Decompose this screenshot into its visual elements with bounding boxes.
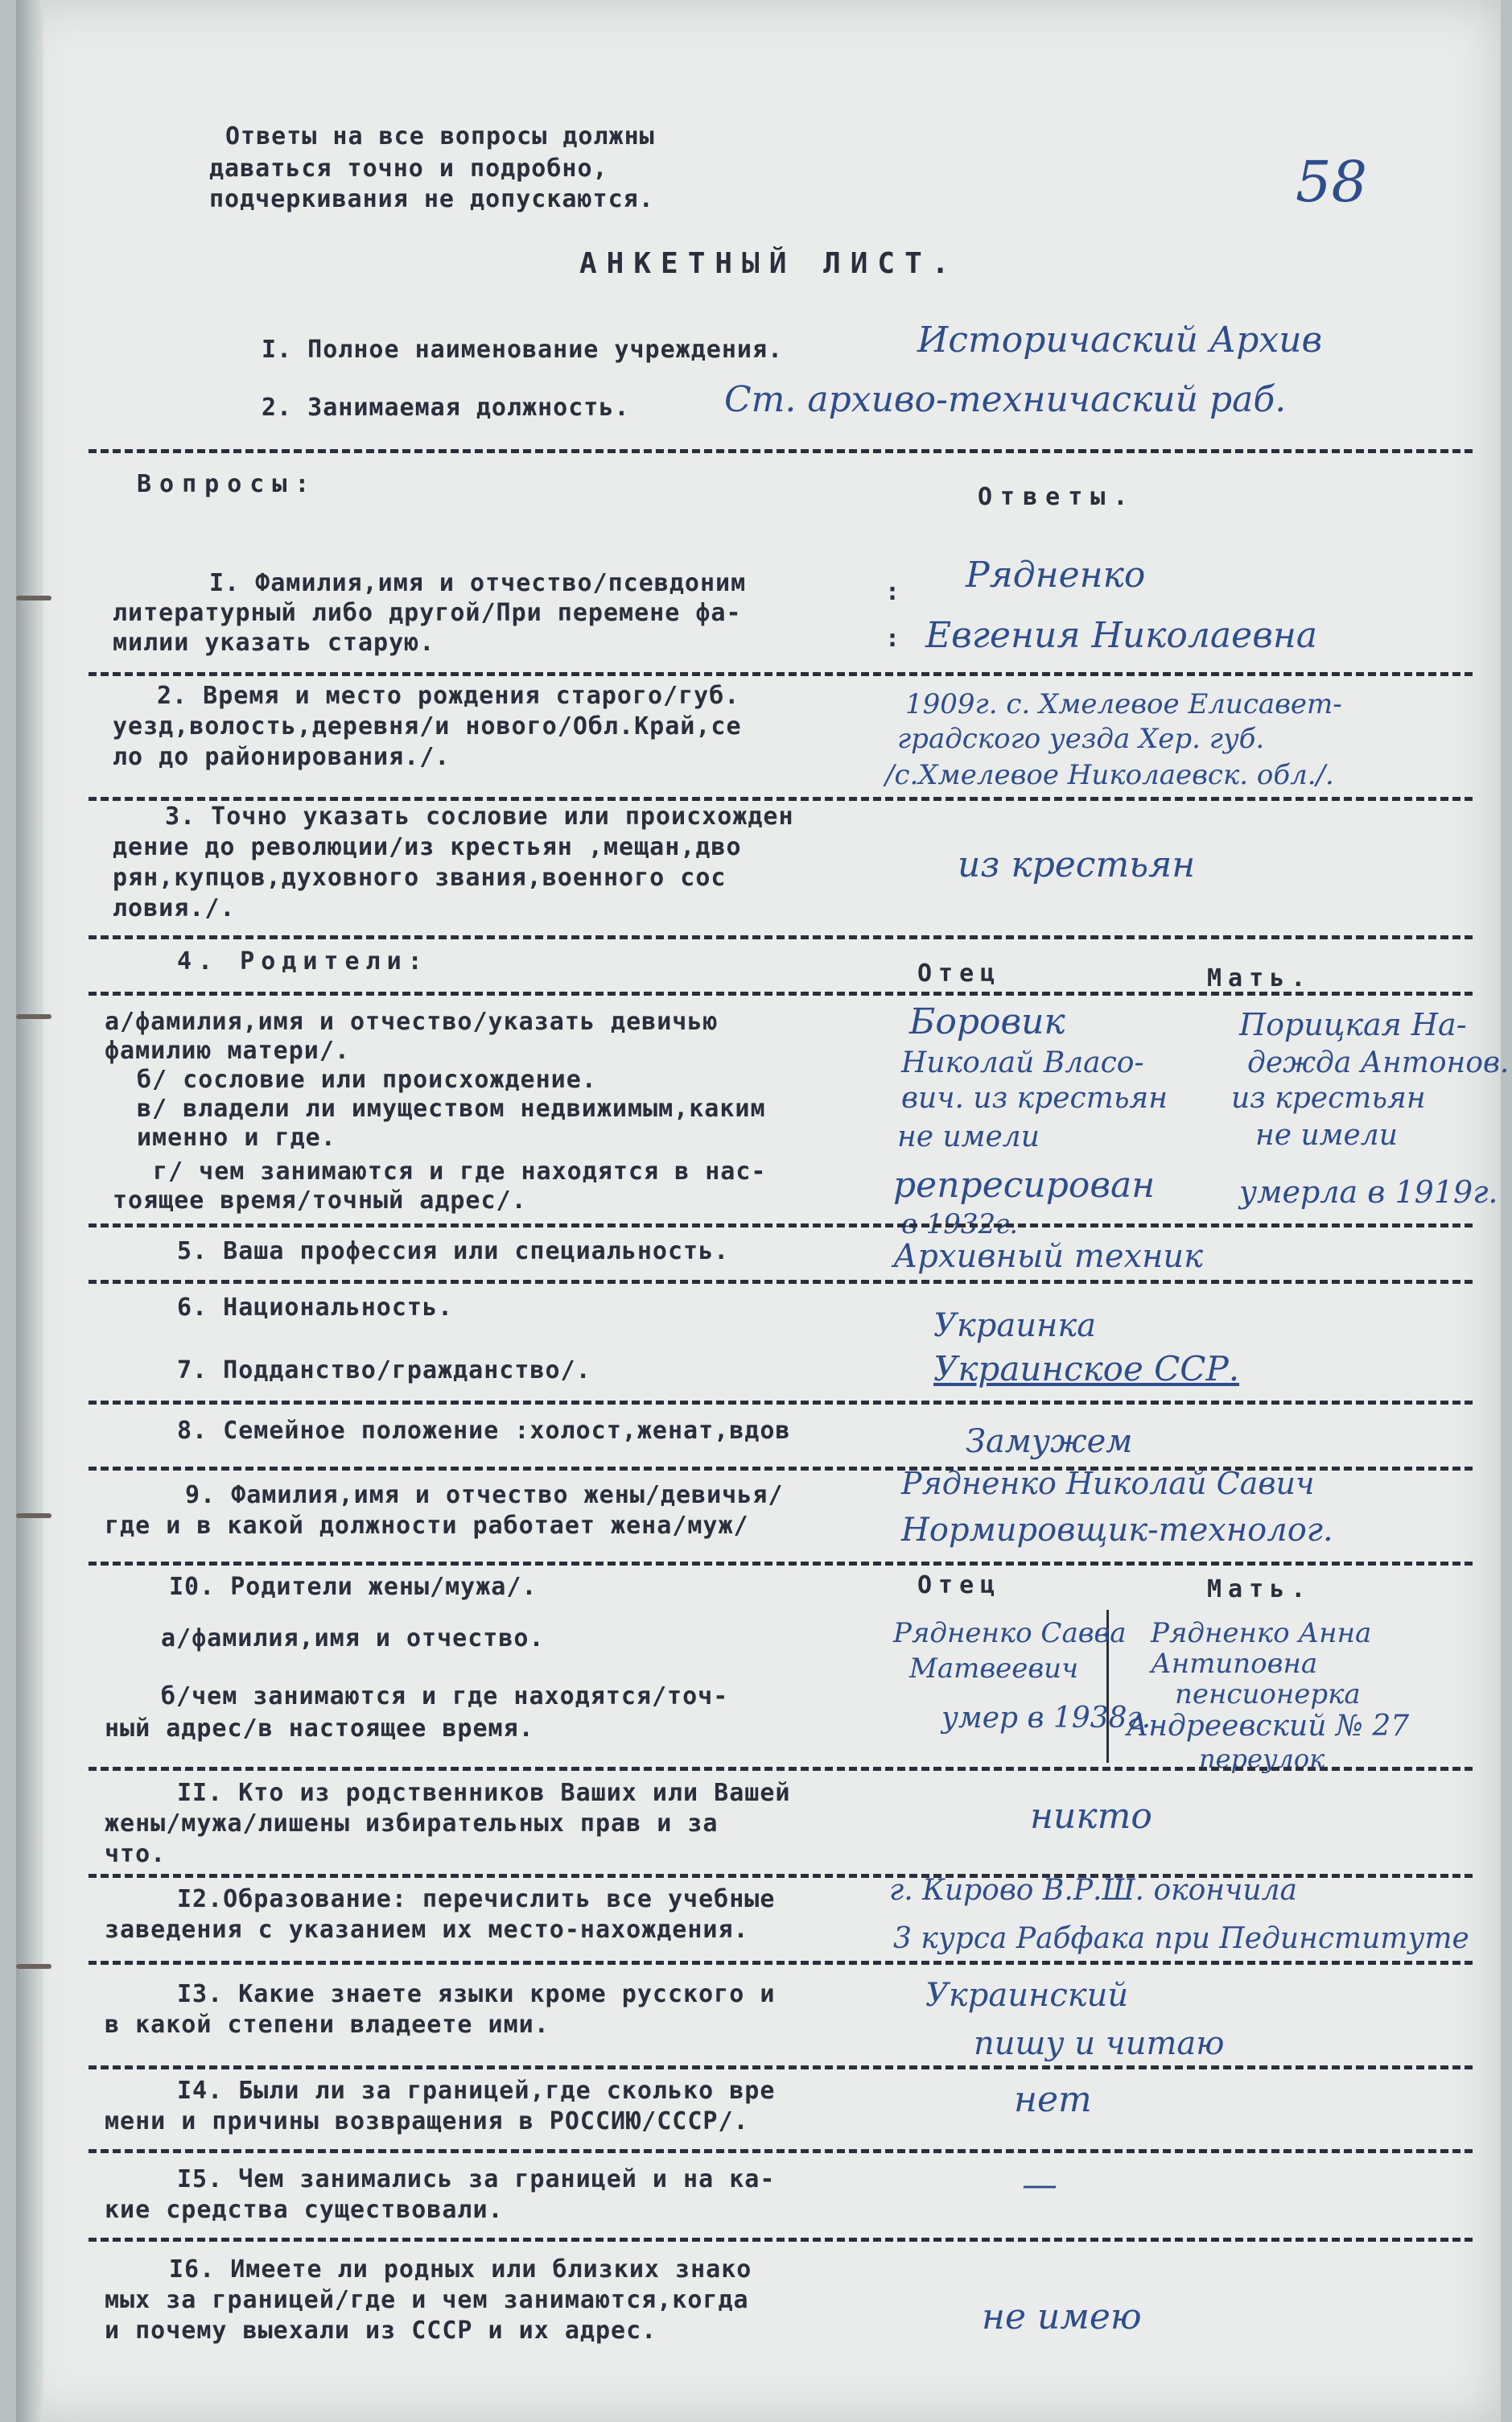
question-11-line: жены/мужа/лишены избирательных прав и за bbox=[105, 1809, 719, 1838]
answer-16: не имею bbox=[982, 2296, 1142, 2337]
father-answer: вич. из крестьян bbox=[901, 1082, 1168, 1115]
answer-2-line: градского уезда Хер. губ. bbox=[897, 723, 1265, 755]
father-answer: в 1932г. bbox=[901, 1208, 1019, 1240]
position-label: 2. Занимаемая должность. bbox=[262, 394, 630, 422]
question-10-line: ный адрес/в настоящее время. bbox=[105, 1714, 534, 1743]
question-14-line: I4. Были ли за границей,где сколько вре bbox=[177, 2077, 776, 2105]
colon: : bbox=[885, 578, 900, 606]
question-12-line: заведения с указанием их место-нахождения. bbox=[105, 1916, 749, 1944]
father-header: Отец bbox=[917, 1571, 1002, 1599]
question-8: 8. Семейное положение :холост,женат,вдов bbox=[177, 1417, 791, 1445]
father-answer: Николай Власо- bbox=[901, 1046, 1144, 1079]
question-10-line: а/фамилия,имя и отчество. bbox=[161, 1624, 545, 1652]
question-4-line: а/фамилия,имя и отчество/указать девичью bbox=[105, 1008, 719, 1036]
divider bbox=[89, 2149, 1473, 2153]
mother-answer: пенсионерка bbox=[1175, 1678, 1361, 1710]
mother-header: Мать. bbox=[1207, 964, 1312, 992]
colon: : bbox=[885, 625, 900, 653]
divider bbox=[89, 449, 1473, 453]
question-4-line: фамилию матери/. bbox=[105, 1037, 350, 1065]
binding-stitch bbox=[16, 1014, 51, 1019]
question-16-line: мых за границей/где и чем занимаются,когда bbox=[105, 2286, 749, 2314]
document-page bbox=[16, 0, 1510, 2422]
answer-2-line: /с.Хмелевое Николаевск. обл./. bbox=[885, 759, 1334, 791]
question-2-line: ло до районирования./. bbox=[113, 743, 451, 771]
position-answer: Ст. архиво-техничаский раб. bbox=[724, 379, 1287, 420]
question-4-line: б/ сословие или происхождение. bbox=[137, 1066, 597, 1094]
divider bbox=[89, 1280, 1473, 1284]
instruction-line: даваться точно и подробно, bbox=[209, 155, 608, 183]
column-header-answers: Ответы. bbox=[978, 483, 1136, 511]
father-header: Отец bbox=[917, 959, 1002, 988]
question-16-line: I6. Имеете ли родных или близких знако bbox=[169, 2255, 752, 2284]
mother-answer: не имели bbox=[1255, 1119, 1398, 1152]
question-1-line: милии указать старую. bbox=[113, 629, 435, 657]
answer-2-line: 1909г. с. Хмелевое Елисавет- bbox=[905, 688, 1342, 720]
question-1-line: I. Фамилия,имя и отчество/псевдоним bbox=[209, 569, 747, 597]
form-title: АНКЕТНЫЙ ЛИСТ. bbox=[579, 247, 959, 280]
answer-1-line: Рядненко bbox=[966, 555, 1146, 596]
binding-stitch bbox=[16, 596, 51, 600]
question-10-label: I0. Родители жены/мужа/. bbox=[169, 1573, 538, 1601]
question-3-line: 3. Точно указать сословие или происхожден bbox=[165, 803, 794, 831]
question-6: 6. Национальность. bbox=[177, 1294, 454, 1322]
father-answer: Матвеевич bbox=[909, 1652, 1079, 1685]
question-3-line: дение до революции/из крестьян ,мещан,дво bbox=[113, 833, 742, 861]
divider bbox=[89, 1961, 1473, 1965]
answer-12-line: 3 курса Рабфака при Пединституте bbox=[893, 1922, 1469, 1955]
question-16-line: и почему выехали из СССР и их адрес. bbox=[105, 2317, 657, 2345]
divider bbox=[89, 1562, 1473, 1566]
sheet-number: 58 bbox=[1296, 149, 1368, 215]
question-13-line: в какой степени владеете ими. bbox=[105, 2011, 550, 2039]
institution-label: I. Полное наименование учреждения. bbox=[262, 336, 784, 364]
answer-9-line: Рядненко Николай Савич bbox=[901, 1466, 1315, 1501]
question-9-line: где и в какой должности работает жена/муж/ bbox=[105, 1512, 749, 1540]
instruction-line: Ответы на все вопросы должны bbox=[225, 122, 655, 151]
divider bbox=[89, 2238, 1473, 2242]
column-header-questions: Вопросы: bbox=[137, 470, 318, 498]
father-answer: Боровик bbox=[909, 1001, 1065, 1042]
binding-stitch bbox=[16, 1964, 51, 1969]
father-answer: умер в 1938г. bbox=[941, 1702, 1152, 1735]
answer-13-line: Украинский bbox=[925, 1977, 1129, 2014]
question-11-line: что. bbox=[105, 1840, 167, 1868]
divider bbox=[89, 672, 1473, 676]
institution-answer: Историчаский Архив bbox=[917, 320, 1323, 361]
answer-7: Украинское ССР. bbox=[933, 1349, 1240, 1388]
question-9-line: 9. Фамилия,имя и отчество жены/девичья/ bbox=[185, 1481, 784, 1509]
question-4-line: г/ чем занимаются и где находятся в нас- bbox=[153, 1157, 767, 1186]
question-1-line: литературный либо другой/При перемене фа- bbox=[113, 599, 742, 627]
divider bbox=[89, 1767, 1473, 1771]
mother-answer: умерла в 1919г. bbox=[1239, 1174, 1498, 1210]
question-14-line: мени и причины возвращения в РОССИЮ/СССР/. bbox=[105, 2107, 749, 2135]
question-15-line: кие средства существовали. bbox=[105, 2196, 504, 2224]
question-13-line: I3. Какие знаете языки кроме русского и bbox=[177, 1980, 776, 2008]
answer-12-line: г. Кирово В.Р.Ш. окончила bbox=[889, 1874, 1297, 1907]
question-11-line: II. Кто из родственников Ваших или Вашей bbox=[177, 1779, 791, 1807]
answer-6: Украинка bbox=[933, 1307, 1097, 1344]
question-7: 7. Подданство/гражданство/. bbox=[177, 1356, 591, 1384]
answer-15: — bbox=[1022, 2164, 1057, 2205]
answer-1-line: Евгения Николаевна bbox=[925, 615, 1318, 656]
mother-answer: Андреевский № 27 bbox=[1127, 1710, 1410, 1743]
mother-answer: Антиповна bbox=[1151, 1648, 1318, 1680]
answer-14: нет bbox=[1014, 2079, 1092, 2120]
answer-13-line: пишу и читаю bbox=[974, 2025, 1225, 2062]
question-4-line: тоящее время/точный адрес/. bbox=[113, 1186, 527, 1215]
answer-8: Замужем bbox=[966, 1423, 1133, 1460]
divider bbox=[89, 992, 1473, 996]
question-10-line: б/чем занимаются и где находятся/точ- bbox=[161, 1682, 729, 1710]
binding-stitch bbox=[16, 1513, 51, 1518]
mother-header: Мать. bbox=[1207, 1575, 1312, 1603]
mother-answer: Рядненко Анна bbox=[1151, 1617, 1372, 1649]
question-5: 5. Ваша профессия или специальность. bbox=[177, 1237, 730, 1265]
father-answer: не имели bbox=[897, 1120, 1040, 1153]
question-4-label: 4. Родители: bbox=[177, 947, 429, 976]
question-2-line: уезд,волость,деревня/и нового/Обл.Край,се bbox=[113, 712, 742, 741]
question-2-line: 2. Время и место рождения старого/губ. bbox=[157, 682, 740, 710]
divider bbox=[89, 935, 1473, 939]
question-3-line: рян,купцов,духовного звания,военного сос bbox=[113, 864, 727, 892]
question-4-line: именно и где. bbox=[137, 1124, 336, 1152]
instruction-line: подчеркивания не допускаются. bbox=[209, 185, 654, 213]
father-answer: репресирован bbox=[893, 1165, 1156, 1206]
mother-answer: переулок bbox=[1199, 1743, 1325, 1774]
divider bbox=[89, 2065, 1473, 2069]
father-answer: Рядненко Савва bbox=[893, 1617, 1127, 1649]
binding-edge bbox=[16, 0, 43, 2422]
answer-3: из крестьян bbox=[958, 844, 1196, 885]
question-12-line: I2.Образование: перечислить все учебные bbox=[177, 1885, 776, 1913]
question-3-line: ловия./. bbox=[113, 894, 236, 922]
question-4-line: в/ владели ли имуществом недвижимым,каким bbox=[137, 1095, 766, 1123]
mother-answer: Порицкая На- bbox=[1239, 1007, 1467, 1042]
answer-9-line: Нормировщик-технолог. bbox=[901, 1512, 1333, 1549]
divider bbox=[89, 1223, 1473, 1228]
question-15-line: I5. Чем занимались за границей и на ка- bbox=[177, 2165, 776, 2193]
answer-5: Архивный техник bbox=[893, 1238, 1204, 1275]
mother-answer: дежда Антонов. bbox=[1247, 1046, 1510, 1079]
mother-answer: из крестьян bbox=[1231, 1082, 1426, 1115]
answer-11: никто bbox=[1030, 1796, 1152, 1837]
divider bbox=[89, 1401, 1473, 1405]
